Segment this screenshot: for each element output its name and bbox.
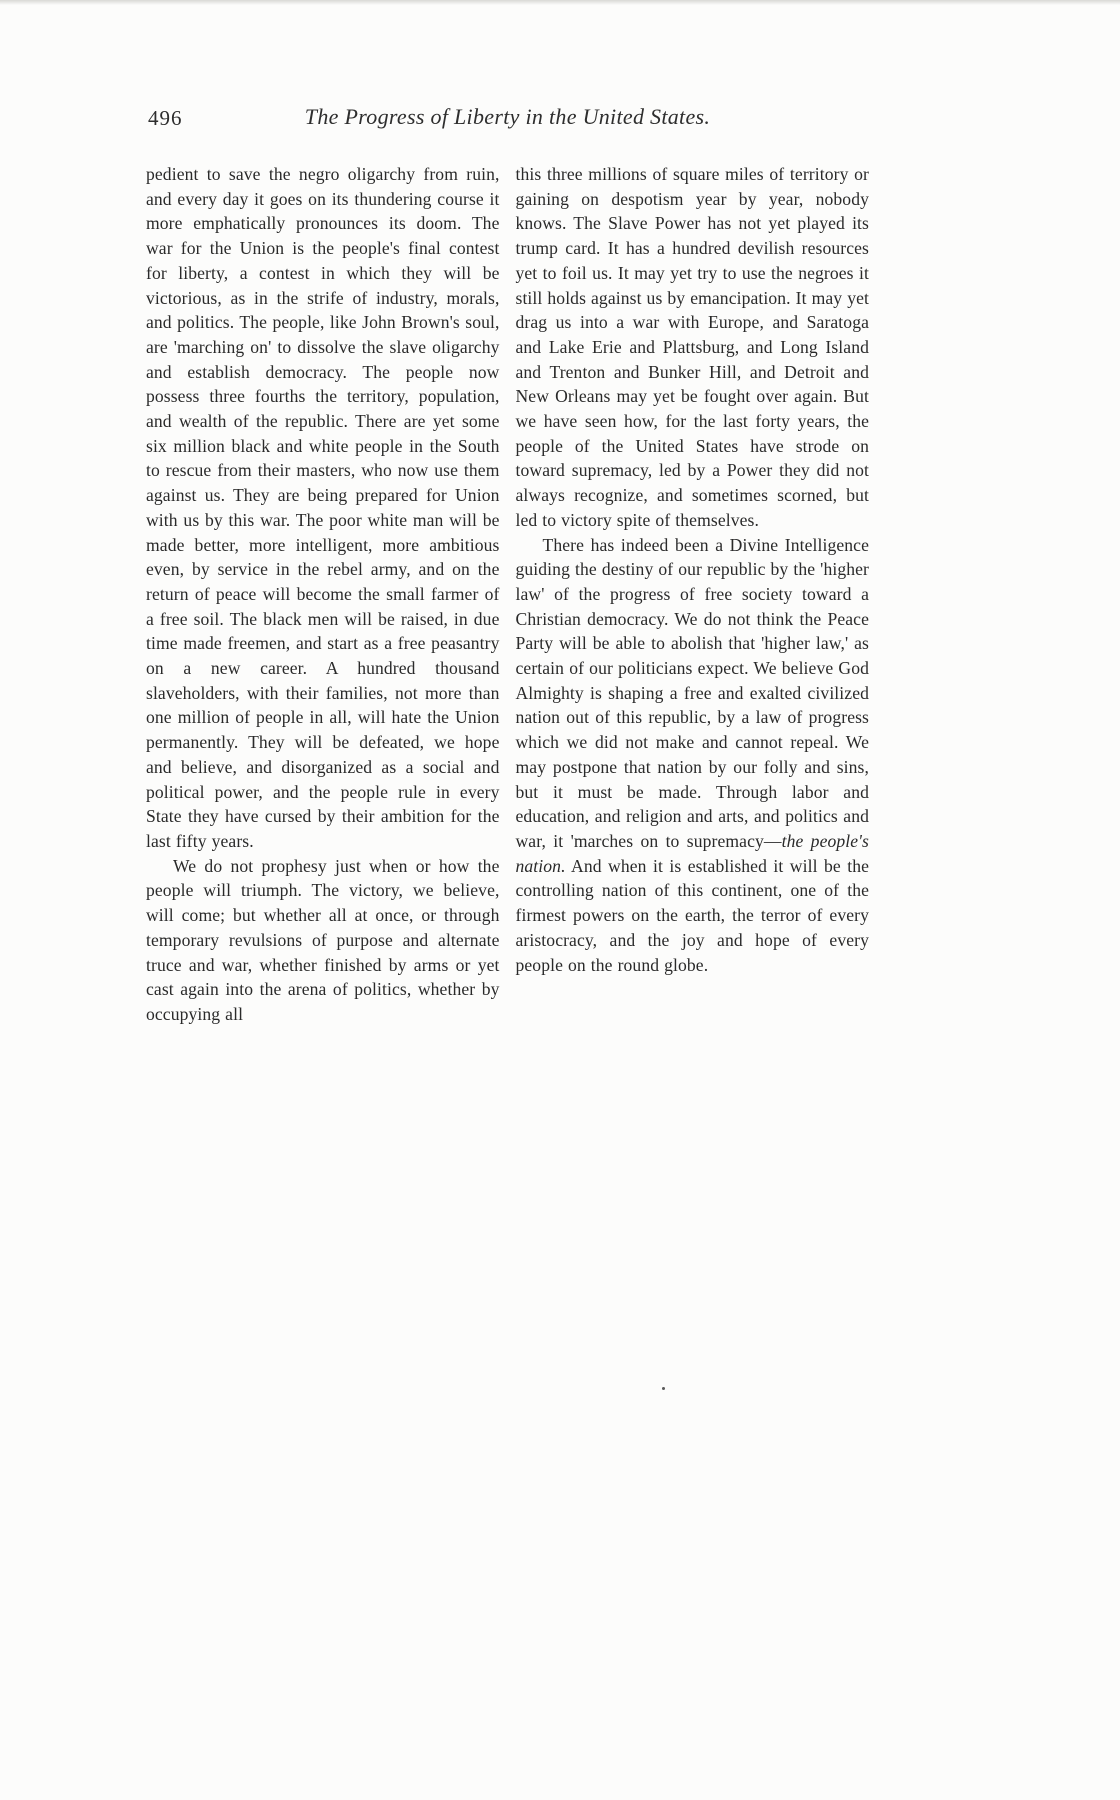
text-run: And when it is established it will be the controlling nation of this continent, one of the firmest powers on the earth, the terror of every aristocracy, and the joy and hope of every people on the round globe. (515, 855, 869, 975)
text-run: We do not prophesy just when or how the people will triumph. The victory, we believe, will come; but whether all at once, or through temporary revulsions of purpose and alternate truce and war, whether finished by arms or yet cast again into the arena of politics, whether by occupying all (146, 855, 500, 1024)
paragraph (516, 533, 870, 978)
text-columns (146, 162, 869, 1027)
page-header (146, 104, 869, 138)
scan-artifact-dot (662, 1387, 665, 1390)
left-column (146, 162, 500, 1027)
page-edge (0, 0, 1120, 5)
paragraph (516, 162, 870, 533)
paragraph (146, 162, 500, 854)
page-number: 496 (148, 106, 183, 130)
running-title: The Progress of Liberty in the United States. (304, 104, 711, 129)
text-run: this three millions of square miles of territory or gaining on despotism year by year, nobody knows. The Slave Power has not yet played its trump card. It has a hundred devilish resources yet to foil us. It may yet try to use the negroes it still holds against us by emancipation. It may yet drag us into a war with Europe, and Saratoga and Lake Erie and Plattsburg, and Long Island and Trenton and Bunker Hill, and Detroit and New Orleans may yet be fought over again. But we have seen how, for the last forty years, the people of the United States have strode on toward supremacy, led by a Power they did not always recognize, and sometimes scorned, but led to victory spite of themselves. (515, 164, 869, 530)
text-run: pedient to save the negro oligarchy from ruin, and every day it goes on its thundering course it more emphatically pronounces its doom. The war for the Union is the people's final contest for liberty, a contest in which they will be victorious, as in the strife of industry, morals, and politics. The people, like John Brown's soul, are 'marching on' to dissolve the slave oligarchy and establish democracy. The people now possess three fourths the territory, population, and wealth of the republic. There are yet some six million black and white people in the South to rescue from their masters, who now use them against us. They are being prepared for Union with us by this war. The poor white man will be made better, more intelligent, more ambitious even, by service in the rebel army, and on the return of peace will become the small farmer of a free soil. The black men will be raised, in due time made freemen, and start as a free peasantry on a new career. A hundred thousand slaveholders, with their families, not more than one million of people in all, will hate the Union permanently. They will be defeated, we hope and believe, and disorganized as a social and political power, and the people rule in every State they have cursed by their ambition for the last fifty years. (146, 164, 500, 851)
text-run: There has indeed been a Divine Intelligence guiding the destiny of our republic by the 'higher law' of the progress of free society toward a Christian democracy. We do not think the Peace Party will be able to abolish that 'higher law,' as certain of our politicians expect. We believe God Almighty is shaping a free and exalted civilized nation out of this republic, by a law of progress which we did not make and cannot repeal. We may postpone that nation by our folly and sins, but it must be made. Through labor and education, and religion and arts, and politics and war, it 'marches on to supremacy— (515, 534, 869, 851)
right-column (516, 162, 870, 1027)
paragraph (146, 854, 500, 1027)
italic-phrase: the people's nation. (515, 830, 869, 876)
